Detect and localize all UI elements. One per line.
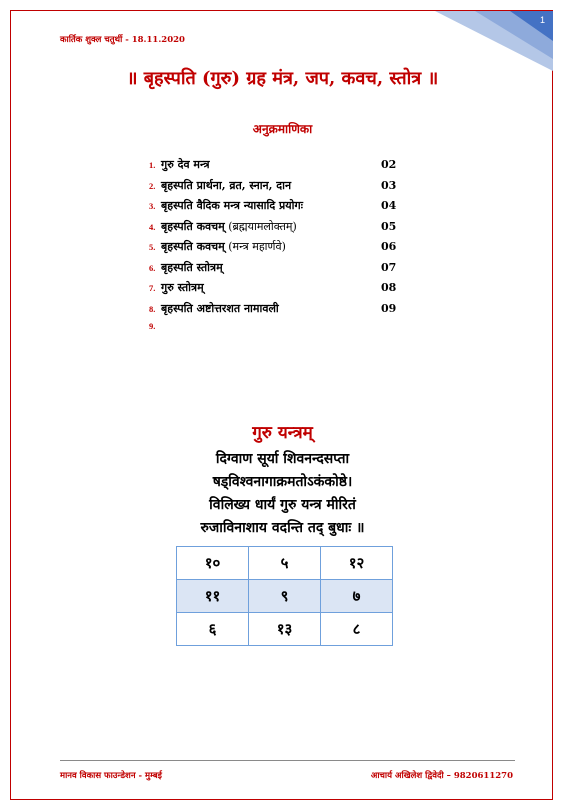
toc-item-label: बृहस्पति स्तोत्रम् [161, 260, 223, 274]
toc-item-page: 05 [381, 219, 397, 233]
toc-heading: अनुक्रमाणिका [252, 122, 313, 136]
footer-organization: मानव विकास फाउन्डेशन - मुम्बई [60, 771, 162, 781]
verse-line: षड्विश्वनागाक्रमतोऽकंकोष्ठे। [212, 474, 353, 490]
toc-item-page: 06 [381, 240, 397, 253]
toc-item-label: बृहस्पति कवचम् (मन्त्र महार्णवे) [161, 240, 286, 253]
toc-item[interactable] [149, 260, 409, 281]
toc-item[interactable] [149, 178, 409, 199]
toc-item-number: 5. [149, 242, 156, 252]
header-date: कार्तिक शुक्ल चतुर्थी - 18.11.2020 [60, 35, 185, 45]
toc-item[interactable] [149, 239, 409, 260]
yantra-cell: ९ [249, 580, 321, 613]
toc-item-label: गुरु स्तोत्रम् [161, 281, 204, 294]
toc-item-number: 1. [149, 160, 156, 170]
yantra-cell: ५ [249, 547, 321, 580]
yantra-row [177, 547, 393, 580]
toc-item-label: बृहस्पति कवचम् (ब्रह्मयामलोक्तम्) [161, 219, 297, 233]
toc-item-number: 7. [149, 283, 156, 293]
yantra-cell: १० [177, 547, 249, 580]
toc-item-page: 07 [381, 260, 397, 274]
toc-item[interactable] [149, 219, 409, 240]
toc-item-label: बृहस्पति वैदिक मन्त्र न्यासादि प्रयोगः [161, 199, 303, 212]
yantra-cell: ६ [177, 613, 249, 646]
toc-item[interactable] [149, 198, 409, 219]
toc-item-label: गुरु देव मन्त्र [161, 158, 210, 171]
yantra-cell: ११ [177, 580, 249, 613]
footer-divider [60, 760, 515, 761]
yantra-grid [176, 546, 393, 646]
toc-item[interactable] [149, 157, 409, 178]
footer-author: आचार्य अखिलेश द्विवेदी – 9820611270 [370, 771, 513, 781]
verse-line: विलिख्य धार्यं गुरु यन्त्र मीरितं [209, 497, 356, 513]
toc-item-number: 3. [149, 201, 156, 211]
toc-item-page: 03 [381, 178, 397, 192]
toc-item-page: 08 [381, 281, 397, 294]
page-title: ॥ बृहस्पति (गुरु) ग्रह मंत्र, जप, कवच, स्तोत्र ॥ [126, 68, 439, 89]
verse-line: दिग्वाण सूर्या शिवनन्दसप्ता [215, 451, 350, 467]
toc-item-number: 2. [149, 180, 156, 191]
toc-item-number: 9. [149, 321, 156, 331]
yantra-row [177, 613, 393, 646]
yantra-cell: ७ [321, 580, 393, 613]
verse-line: रुजाविनाशाय वदन्ति तद् बुधाः ॥ [200, 520, 365, 536]
toc-item-page: 02 [381, 158, 397, 171]
toc-item-page: 09 [381, 301, 397, 315]
yantra-title: गुरु यन्त्रम् [252, 423, 313, 443]
toc-item-number: 4. [149, 221, 156, 232]
toc-item-label: बृहस्पति प्रार्थना, व्रत, स्नान, दान [161, 178, 292, 192]
yantra-cell: १३ [249, 613, 321, 646]
toc-item-number: 6. [149, 262, 156, 273]
toc-item-page: 04 [381, 199, 397, 212]
toc-item-label: बृहस्पति अष्टोत्तरशत नामावली [161, 301, 279, 315]
toc-item [149, 321, 409, 342]
toc-item[interactable] [149, 280, 409, 301]
yantra-cell: १२ [321, 547, 393, 580]
yantra-row [177, 580, 393, 613]
table-of-contents [149, 157, 409, 342]
toc-item-number: 8. [149, 303, 156, 314]
yantra-cell: ८ [321, 613, 393, 646]
page-number: 1 [539, 15, 545, 25]
corner-decoration [435, 11, 553, 71]
toc-item[interactable] [149, 301, 409, 322]
